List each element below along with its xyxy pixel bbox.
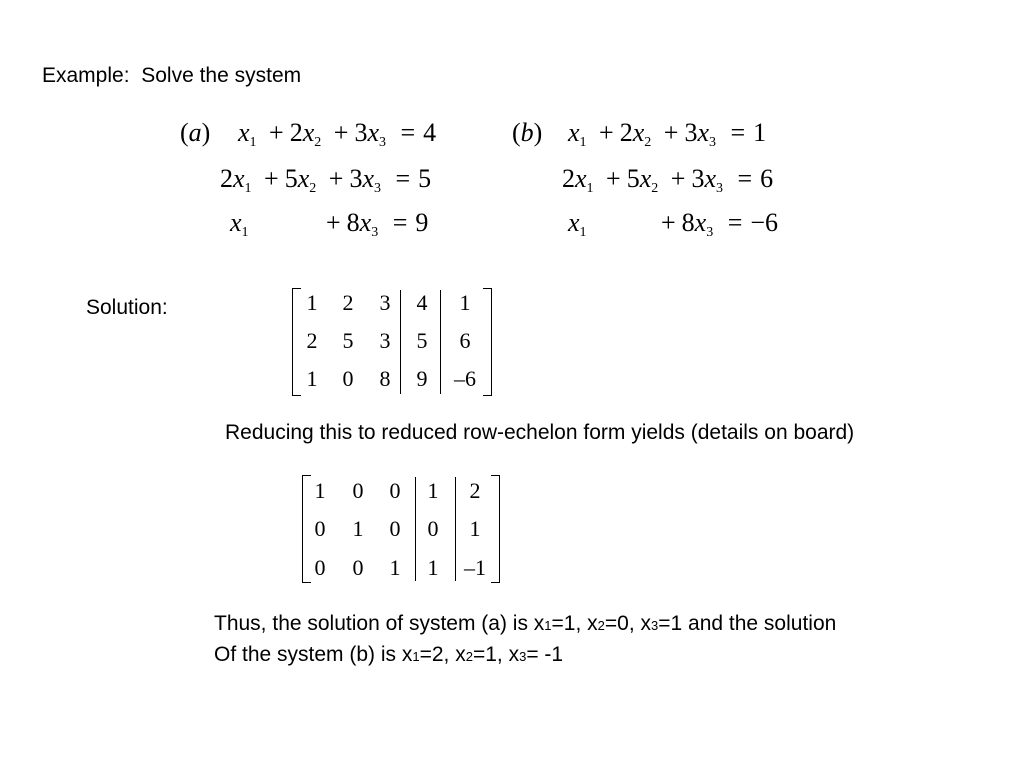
divider-line bbox=[440, 290, 441, 394]
matrix-cell: –6 bbox=[454, 366, 476, 391]
matrix-cell: 0 bbox=[427, 516, 439, 541]
matrix-cell: 1 bbox=[306, 290, 318, 315]
solution-line-b: Of the system (b) is x1=2, x2=1, x3= -1 bbox=[214, 643, 564, 666]
system-a-label: (a) bbox=[180, 118, 211, 147]
system-b-eq2: $2x_1 + 5x_2 + 3x_3 = 6$ bbox=[562, 164, 774, 196]
system-b-eq1: $x_1 + 2x_2 + 3x_3 = 1$ bbox=[568, 118, 767, 150]
matrix-cell: 2 bbox=[306, 328, 318, 353]
matrix-cell: 6 bbox=[459, 328, 471, 353]
system-b-eq3-rhs: + $8x_3 = -6$ bbox=[661, 208, 779, 240]
example-label: Example: bbox=[42, 64, 130, 87]
augmented-matrix bbox=[292, 288, 492, 396]
rref-matrix bbox=[302, 475, 500, 583]
matrix-cell: 9 bbox=[416, 366, 428, 391]
system-a-eq3: $x_1$ bbox=[230, 208, 249, 240]
system-a-eq3-rhs: + $8x_3 = 9$ bbox=[326, 208, 429, 240]
matrix-cell: 0 bbox=[314, 516, 326, 541]
matrix-cell: 1 bbox=[427, 478, 439, 503]
matrix-cell: –1 bbox=[464, 555, 486, 580]
matrix-cell: 2 bbox=[342, 290, 354, 315]
matrix-cell: 1 bbox=[352, 516, 364, 541]
solution-line-a: Thus, the solution of system (a) is x1=1, x2=0, x3=1 and the solution bbox=[214, 612, 837, 635]
system-b-label: (b) bbox=[512, 118, 543, 147]
matrix-cell: 1 bbox=[314, 478, 326, 503]
matrix-cell: 5 bbox=[416, 328, 428, 353]
matrix-cell: 1 bbox=[469, 516, 481, 541]
matrix-cell: 2 bbox=[469, 478, 481, 503]
matrix-cell: 3 bbox=[379, 328, 391, 353]
system-b-eq3: $x_1$ bbox=[568, 208, 587, 240]
matrix-cell: 0 bbox=[342, 366, 354, 391]
reduce-text: Reducing this to reduced row-echelon form yields (details on board) bbox=[225, 421, 855, 444]
solution-label: Solution: bbox=[86, 296, 168, 319]
matrix-cell: 0 bbox=[352, 478, 364, 503]
matrix-cell: 0 bbox=[314, 555, 326, 580]
matrix-cell: 3 bbox=[379, 290, 391, 315]
matrix-cell: 1 bbox=[459, 290, 471, 315]
right-bracket bbox=[483, 288, 492, 396]
divider-line bbox=[455, 477, 456, 581]
matrix-cell: 1 bbox=[389, 555, 401, 580]
system-a-eq2: $2x_1 + 5x_2 + 3x_3 = 5$ bbox=[220, 164, 432, 196]
matrix-cell: 1 bbox=[306, 366, 318, 391]
example-heading bbox=[42, 64, 301, 88]
matrix-cell: 0 bbox=[389, 478, 401, 503]
matrix-cell: 0 bbox=[352, 555, 364, 580]
matrix-cell: 5 bbox=[342, 328, 354, 353]
matrix-cell: 1 bbox=[427, 555, 439, 580]
matrix-cell: 0 bbox=[389, 516, 401, 541]
task-text: Solve the system bbox=[141, 64, 302, 87]
matrix-cell: 4 bbox=[416, 290, 428, 315]
matrix-cell: 8 bbox=[379, 366, 391, 391]
system-a-eq1: $x_1 + 2x_2 + 3x_3 = 4$ bbox=[238, 118, 437, 150]
